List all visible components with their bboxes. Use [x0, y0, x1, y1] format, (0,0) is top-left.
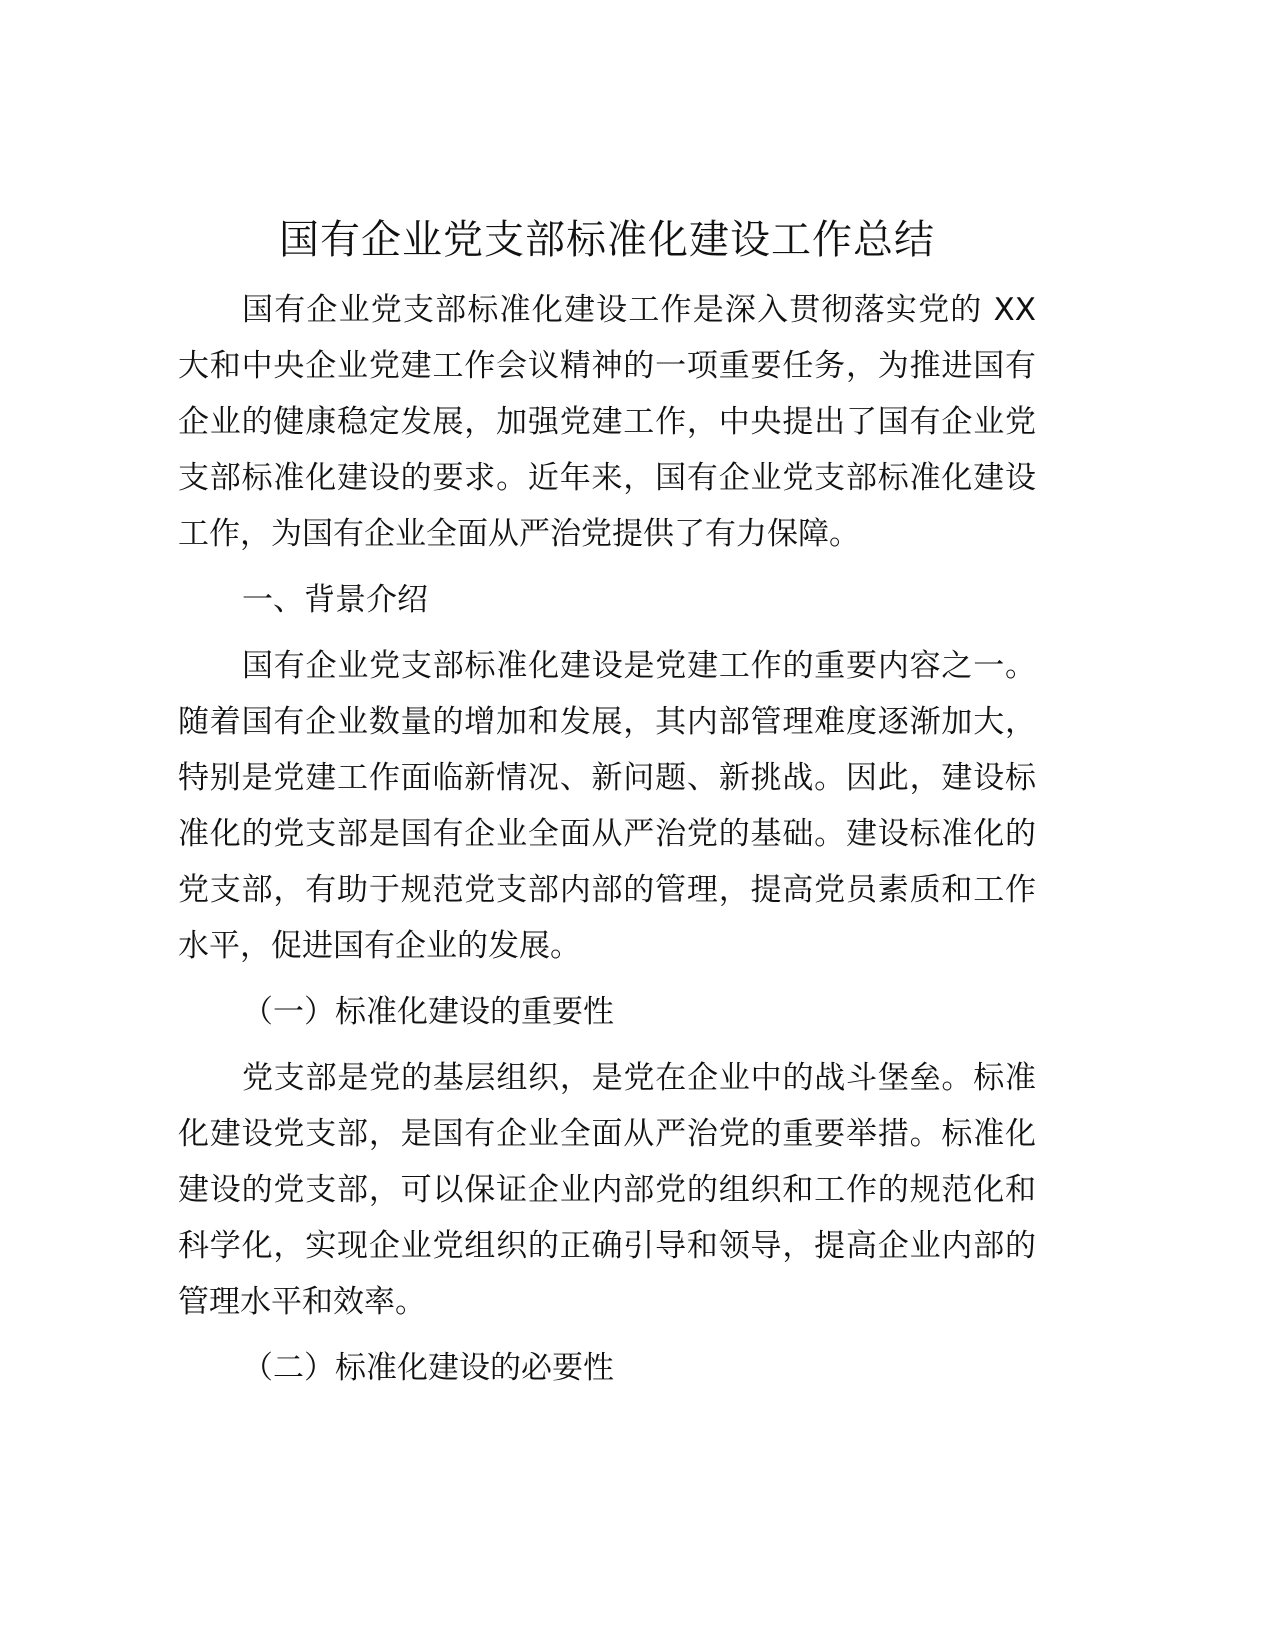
text-line: （二）标准化建设的必要性 [242, 1350, 614, 1386]
text-line: 一、背景介绍 [242, 582, 428, 618]
paragraph [178, 282, 1036, 562]
text-line: 国有企业党支部标准化建设是党建工作的重要内容之一。 [242, 648, 1036, 684]
section-heading [178, 984, 1036, 1040]
text-line: 工作，为国有企业全面从严治党提供了有力保障。 [178, 516, 860, 552]
text-line: 化建设党支部，是国有企业全面从严治党的重要举措。标准化 [178, 1116, 1036, 1152]
text-line: 科学化，实现企业党组织的正确引导和领导，提高企业内部的 [178, 1228, 1036, 1264]
text-line: 支部标准化建设的要求。近年来，国有企业党支部标准化建设 [178, 460, 1036, 496]
text-line: 建设的党支部，可以保证企业内部党的组织和工作的规范化和 [178, 1172, 1036, 1208]
text-line: （一）标准化建设的重要性 [242, 994, 614, 1030]
text-line: 党支部是党的基层组织，是党在企业中的战斗堡垒。标准 [242, 1060, 1036, 1096]
text-line: 大和中央企业党建工作会议精神的一项重要任务，为推进国有 [178, 348, 1036, 384]
text-line: 国有企业党支部标准化建设工作是深入贯彻落实党的 XX [242, 292, 1036, 328]
text-line: 管理水平和效率。 [178, 1284, 426, 1320]
paragraph [178, 638, 1036, 974]
text-line: 水平，促进国有企业的发展。 [178, 928, 581, 964]
text-line: 党支部，有助于规范党支部内部的管理，提高党员素质和工作 [178, 872, 1036, 908]
text-line: 随着国有企业数量的增加和发展，其内部管理难度逐渐加大， [178, 704, 1036, 740]
text-line: 企业的健康稳定发展，加强党建工作，中央提出了国有企业党 [178, 404, 1036, 440]
text-line: 准化的党支部是国有企业全面从严治党的基础。建设标准化的 [178, 816, 1036, 852]
section-heading [178, 1340, 1036, 1396]
document-title: 国有企业党支部标准化建设工作总结 [279, 217, 935, 263]
paragraph [178, 1050, 1036, 1330]
document-body [178, 282, 1036, 1406]
text-line: 特别是党建工作面临新情况、新问题、新挑战。因此，建设标 [178, 760, 1036, 796]
section-heading [178, 572, 1036, 628]
